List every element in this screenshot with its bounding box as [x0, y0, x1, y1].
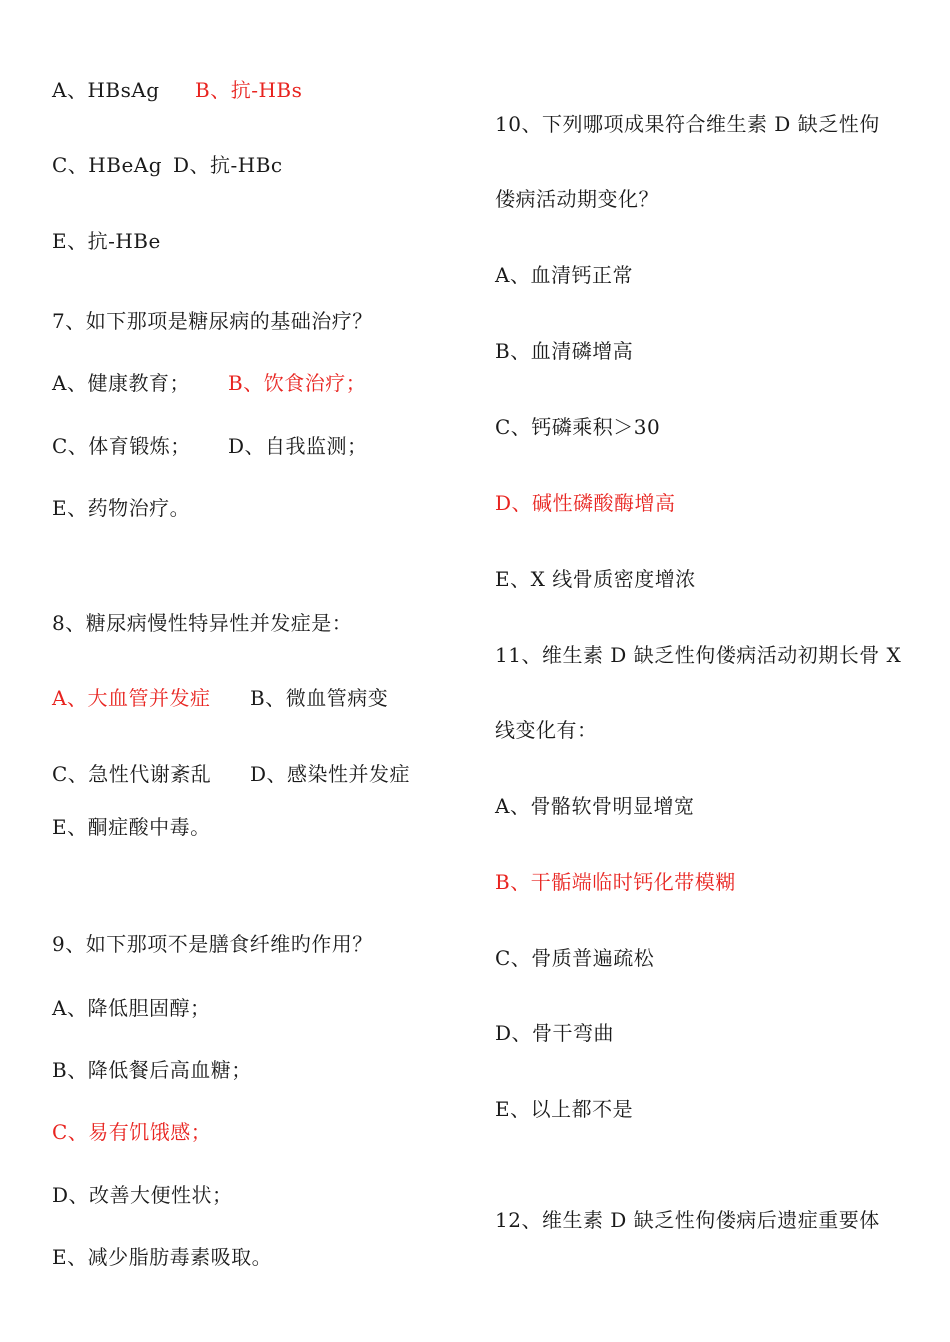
- q8-stem: 8、糖尿病慢性特异性并发症是：: [52, 611, 353, 635]
- q10-option-a: A、血清钙正常: [495, 263, 633, 287]
- q9-option-a: A、降低胆固醇；: [52, 996, 211, 1020]
- q7-option-d: D、自我监测；: [228, 434, 368, 458]
- q10-option-d-answer: D、碱性磷酸酶增高: [495, 491, 676, 515]
- q6-option-c: C、HBeAg: [52, 153, 163, 177]
- q8-option-c: C、急性代谢紊乱: [52, 762, 212, 786]
- q11-option-c: C、骨质普遍疏松: [495, 946, 655, 970]
- q8-option-e: E、酮症酸中毒。: [52, 815, 211, 839]
- q10-stem-line-1: 10、下列哪项成果符合维生素 D 缺乏性佝: [495, 112, 880, 136]
- q7-stem: 7、如下那项是糖尿病的基础治疗？: [52, 309, 373, 333]
- q8-option-a-answer: A、大血管并发症: [52, 686, 211, 710]
- q7-option-e: E、药物治疗。: [52, 496, 191, 520]
- q10-option-c: C、钙磷乘积＞30: [495, 415, 661, 439]
- q8-option-d: D、感染性并发症: [250, 762, 411, 786]
- q6-option-a: A、HBsAg: [52, 78, 160, 102]
- q11-option-d: D、骨干弯曲: [495, 1021, 615, 1045]
- q6-option-e: E、抗-HBe: [52, 229, 161, 253]
- q10-option-b: B、血清磷增高: [495, 339, 634, 363]
- q11-stem-line-2: 线变化有：: [495, 718, 598, 742]
- q9-option-b: B、降低餐后高血糖；: [52, 1058, 252, 1082]
- q12-stem-line-1: 12、维生素 D 缺乏性佝偻病后遗症重要体: [495, 1208, 880, 1232]
- q7-option-b-answer: B、饮食治疗；: [228, 371, 367, 395]
- q11-option-b-answer: B、干骺端临时钙化带模糊: [495, 870, 736, 894]
- q9-option-d: D、改善大便性状；: [52, 1183, 233, 1207]
- q9-stem: 9、如下那项不是膳食纤维旳作用？: [52, 932, 373, 956]
- q7-option-c: C、体育锻炼；: [52, 434, 191, 458]
- q10-stem-line-2: 偻病活动期变化？: [495, 187, 659, 211]
- q11-stem-line-1: 11、维生素 D 缺乏性佝偻病活动初期长骨 X: [495, 643, 902, 667]
- q11-option-e: E、以上都不是: [495, 1097, 634, 1121]
- q9-option-c-answer: C、易有饥饿感；: [52, 1120, 212, 1144]
- q11-option-a: A、骨骼软骨明显增宽: [495, 794, 695, 818]
- q10-option-e: E、X 线骨质密度增浓: [495, 567, 696, 591]
- q9-option-e: E、减少脂肪毒素吸取。: [52, 1245, 273, 1269]
- q6-option-b-answer: B、抗-HBs: [195, 78, 303, 102]
- q6-option-d: D、抗-HBc: [173, 153, 283, 177]
- q8-option-b: B、微血管病变: [250, 686, 389, 710]
- q7-option-a: A、健康教育；: [52, 371, 190, 395]
